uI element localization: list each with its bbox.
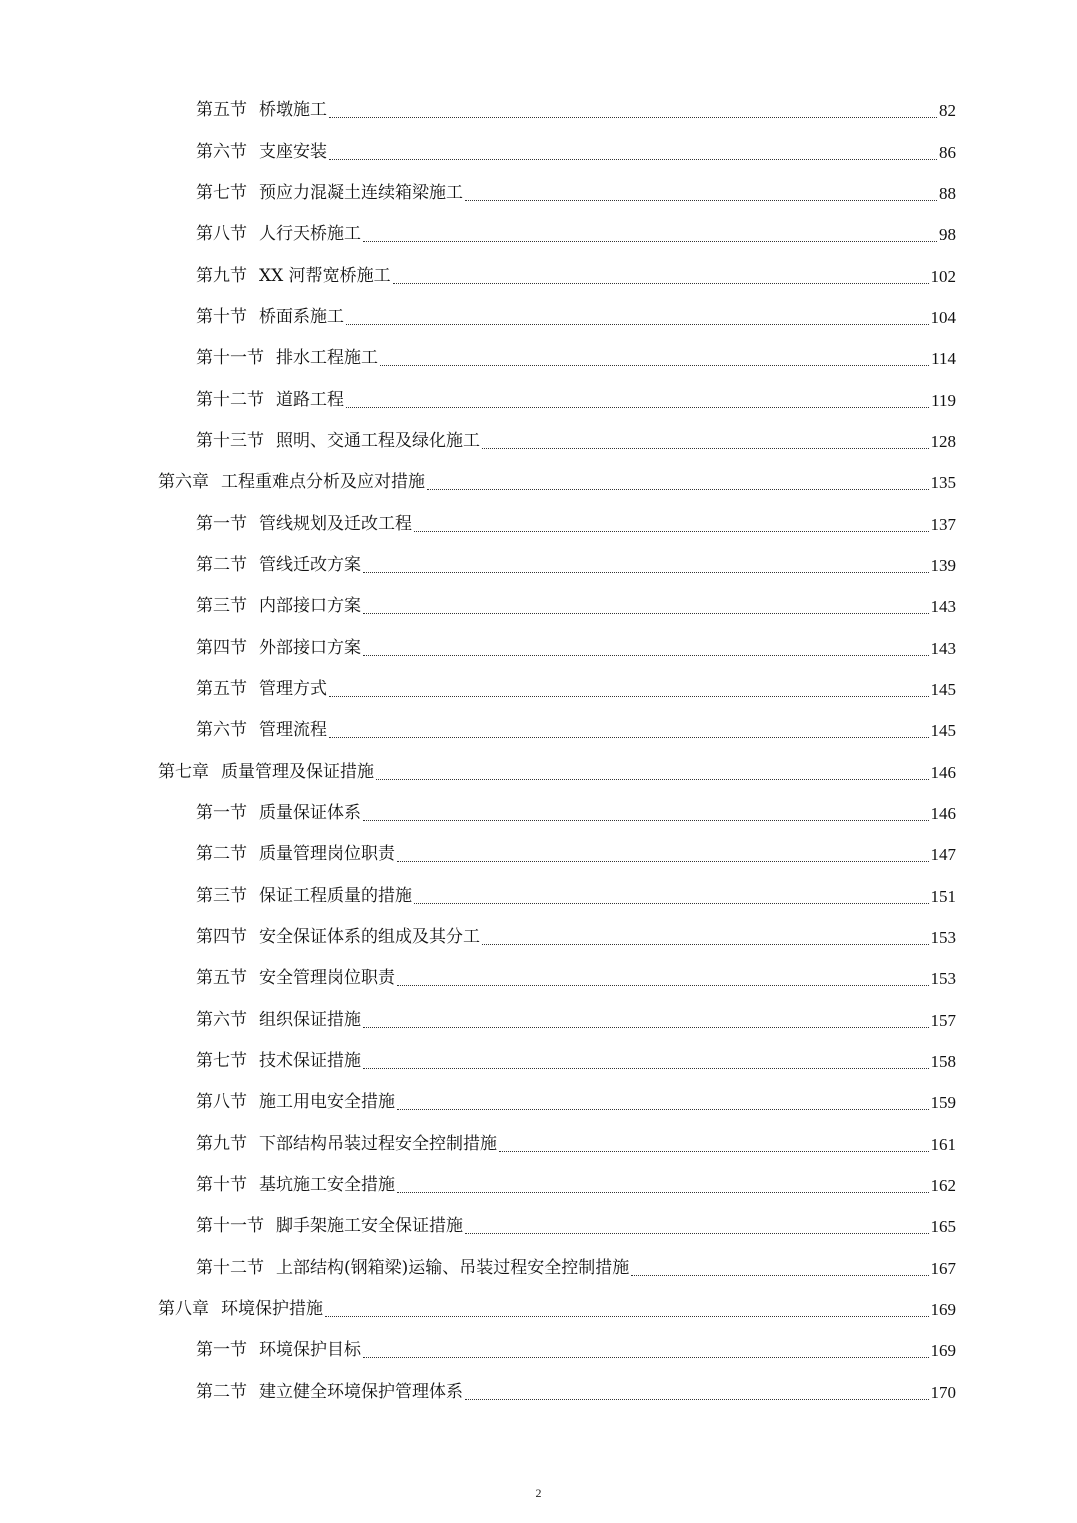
toc-entry-title: 建立健全环境保护管理体系 [259, 1381, 463, 1402]
toc-page-number: 170 [930, 1382, 956, 1402]
toc-section-row[interactable] [0, 545, 1077, 586]
toc-chapter-row[interactable] [0, 462, 1077, 503]
toc-section-row[interactable] [0, 710, 1077, 751]
toc-entry-title: 安全管理岗位职责 [259, 968, 395, 989]
toc-page-number: 146 [930, 762, 956, 782]
toc-entry-number: 第十三节 [196, 430, 264, 451]
toc-page-number: 104 [930, 307, 956, 327]
toc-dot-leader [329, 132, 937, 173]
toc-dot-leader [393, 256, 929, 297]
toc-dot-leader [397, 958, 929, 999]
toc-entry-title: 保证工程质量的措施 [259, 885, 412, 906]
toc-entry-number: 第八章 [158, 1299, 209, 1320]
toc-dot-leader [427, 462, 929, 503]
toc-entry-title: 内部接口方案 [259, 596, 361, 617]
toc-page-number: 165 [930, 1217, 956, 1237]
toc-dot-leader [363, 1330, 929, 1371]
toc-dot-leader [363, 793, 929, 834]
table-of-contents [0, 90, 1077, 1413]
toc-entry-number: 第三节 [196, 596, 247, 617]
toc-entry-title: 外部接口方案 [259, 637, 361, 658]
toc-entry-number: 第五节 [196, 968, 247, 989]
toc-section-row[interactable] [0, 1165, 1077, 1206]
toc-entry-number: 第一节 [196, 803, 247, 824]
toc-dot-leader [465, 173, 937, 214]
toc-page-number: 143 [930, 597, 956, 617]
toc-dot-leader [346, 380, 929, 421]
toc-section-row[interactable] [0, 1041, 1077, 1082]
toc-entry-number: 第十一节 [196, 348, 264, 369]
toc-section-row[interactable] [0, 586, 1077, 627]
toc-dot-leader [465, 1206, 929, 1247]
toc-section-row[interactable] [0, 834, 1077, 875]
toc-section-row[interactable] [0, 379, 1077, 420]
toc-section-row[interactable] [0, 1248, 1077, 1289]
toc-entry-number: 第七节 [196, 182, 247, 203]
toc-dot-leader [363, 1000, 929, 1041]
toc-section-row[interactable] [0, 338, 1077, 379]
toc-entry-title: 质量管理及保证措施 [221, 761, 374, 782]
toc-entry-number: 第五节 [196, 100, 247, 121]
toc-chapter-row[interactable] [0, 752, 1077, 793]
toc-section-row[interactable] [0, 793, 1077, 834]
toc-section-row[interactable] [0, 669, 1077, 710]
toc-dot-leader [363, 586, 929, 627]
toc-entry-number: 第一节 [196, 1340, 247, 1361]
toc-entry-title: 支座安装 [259, 141, 327, 162]
toc-section-row[interactable] [0, 1000, 1077, 1041]
toc-dot-leader [414, 504, 929, 545]
toc-entry-number: 第七节 [196, 1051, 247, 1072]
toc-entry-number: 第八节 [196, 1092, 247, 1113]
toc-entry-number: 第十节 [196, 1175, 247, 1196]
toc-page-number: 82 [939, 101, 956, 121]
toc-section-row[interactable] [0, 214, 1077, 255]
toc-entry-number: 第七章 [158, 761, 209, 782]
toc-section-row[interactable] [0, 1330, 1077, 1371]
toc-entry-title: 人行天桥施工 [259, 224, 361, 245]
toc-dot-leader [346, 297, 929, 338]
toc-page-number: 137 [930, 514, 956, 534]
toc-section-row[interactable] [0, 173, 1077, 214]
toc-page-number: 86 [939, 142, 956, 162]
toc-entry-number: 第二节 [196, 554, 247, 575]
toc-entry-title: 技术保证措施 [259, 1051, 361, 1072]
toc-entry-title: 环境保护目标 [259, 1340, 361, 1361]
toc-page-number: 119 [931, 390, 956, 410]
toc-entry-title: 组织保证措施 [259, 1009, 361, 1030]
toc-entry-title: 预应力混凝土连续箱梁施工 [259, 182, 463, 203]
toc-dot-leader [329, 90, 937, 131]
toc-section-row[interactable] [0, 131, 1077, 172]
toc-entry-number: 第十二节 [196, 1257, 264, 1278]
toc-entry-number: 第二节 [196, 1381, 247, 1402]
toc-dot-leader [414, 876, 929, 917]
toc-section-row[interactable] [0, 1206, 1077, 1247]
toc-entry-title: 施工用电安全措施 [259, 1092, 395, 1113]
toc-entry-title: 工程重难点分析及应对措施 [221, 472, 425, 493]
toc-dot-leader [397, 834, 929, 875]
toc-page-number: 145 [930, 679, 956, 699]
toc-dot-leader [397, 1082, 929, 1123]
toc-entry-number: 第十二节 [196, 389, 264, 410]
toc-page-number: 159 [930, 1093, 956, 1113]
toc-entry-number: 第六节 [196, 720, 247, 741]
toc-entry-number: 第九节 [196, 265, 247, 286]
toc-entry-number: 第十一节 [196, 1216, 264, 1237]
toc-section-row[interactable] [0, 958, 1077, 999]
toc-entry-title: 安全保证体系的组成及其分工 [259, 927, 480, 948]
toc-page-number: 88 [939, 183, 956, 203]
toc-dot-leader [397, 1165, 929, 1206]
toc-page-number: 147 [930, 845, 956, 865]
toc-dot-leader [482, 421, 929, 462]
toc-entry-title: 脚手架施工安全保证措施 [276, 1216, 463, 1237]
toc-page-number: 114 [931, 349, 956, 369]
toc-entry-title: 上部结构(钢箱梁)运输、吊装过程安全控制措施 [276, 1257, 630, 1278]
toc-page-number: 153 [930, 969, 956, 989]
toc-dot-leader [325, 1289, 929, 1330]
toc-page-number: 139 [930, 555, 956, 575]
toc-entry-number: 第六节 [196, 1009, 247, 1030]
toc-dot-leader [631, 1248, 928, 1289]
toc-entry-title: 基坑施工安全措施 [259, 1175, 395, 1196]
toc-chapter-row[interactable] [0, 1289, 1077, 1330]
toc-entry-title: 管线迁改方案 [259, 554, 361, 575]
toc-page-number: 158 [930, 1052, 956, 1072]
toc-dot-leader [363, 628, 929, 669]
toc-entry-title: 道路工程 [276, 389, 344, 410]
toc-page-number: 153 [930, 928, 956, 948]
toc-page-number: 162 [930, 1176, 956, 1196]
toc-page-number: 135 [930, 473, 956, 493]
toc-dot-leader [465, 1372, 929, 1413]
toc-dot-leader [329, 710, 929, 751]
toc-section-row[interactable] [0, 1124, 1077, 1165]
toc-entry-title: 下部结构吊装过程安全控制措施 [259, 1133, 497, 1154]
toc-entry-title: 管理流程 [259, 720, 327, 741]
toc-entry-title: 桥墩施工 [259, 100, 327, 121]
page-number: 2 [535, 1486, 542, 1500]
toc-page-number: 128 [930, 431, 956, 451]
toc-section-row[interactable] [0, 627, 1077, 668]
toc-entry-number: 第四节 [196, 927, 247, 948]
toc-page-number: 157 [930, 1010, 956, 1030]
toc-entry-number: 第九节 [196, 1133, 247, 1154]
toc-page-number: 169 [930, 1341, 956, 1361]
toc-entry-number: 第六章 [158, 472, 209, 493]
toc-page-number: 145 [930, 721, 956, 741]
toc-entry-number: 第五节 [196, 678, 247, 699]
toc-page-number: 98 [939, 225, 956, 245]
toc-entry-title: 环境保护措施 [221, 1299, 323, 1320]
toc-section-row[interactable] [0, 876, 1077, 917]
toc-section-row[interactable] [0, 1082, 1077, 1123]
toc-page-number: 169 [930, 1300, 956, 1320]
toc-page-number: 143 [930, 638, 956, 658]
toc-entry-number: 第三节 [196, 885, 247, 906]
toc-entry-number: 第六节 [196, 141, 247, 162]
toc-entry-title: 排水工程施工 [276, 348, 378, 369]
toc-page-number: 161 [930, 1134, 956, 1154]
toc-entry-title: 照明、交通工程及绿化施工 [276, 430, 480, 451]
toc-section-row[interactable] [0, 421, 1077, 462]
toc-dot-leader [329, 669, 929, 710]
toc-section-row[interactable] [0, 255, 1077, 296]
toc-section-row[interactable] [0, 297, 1077, 338]
toc-dot-leader [363, 214, 937, 255]
toc-dot-leader [363, 1041, 929, 1082]
toc-entry-title: 桥面系施工 [259, 306, 344, 327]
toc-entry-title: XX 河帮宽桥施工 [259, 265, 391, 286]
toc-entry-title: 质量保证体系 [259, 803, 361, 824]
toc-dot-leader [380, 338, 929, 379]
toc-dot-leader [499, 1124, 929, 1165]
toc-section-row[interactable] [0, 503, 1077, 544]
toc-page-number: 102 [930, 266, 956, 286]
toc-page-number: 151 [930, 886, 956, 906]
toc-dot-leader [363, 545, 929, 586]
toc-section-row[interactable] [0, 90, 1077, 131]
toc-entry-number: 第八节 [196, 224, 247, 245]
toc-entry-title: 管理方式 [259, 678, 327, 699]
toc-section-row[interactable] [0, 1372, 1077, 1413]
toc-entry-title: 管线规划及迁改工程 [259, 513, 412, 534]
toc-entry-number: 第十节 [196, 306, 247, 327]
toc-section-row[interactable] [0, 917, 1077, 958]
toc-entry-number: 第四节 [196, 637, 247, 658]
toc-entry-number: 第一节 [196, 513, 247, 534]
toc-page-number: 167 [930, 1258, 956, 1278]
toc-dot-leader [482, 917, 929, 958]
toc-page-number: 146 [930, 804, 956, 824]
toc-dot-leader [376, 752, 929, 793]
toc-entry-number: 第二节 [196, 844, 247, 865]
toc-entry-title: 质量管理岗位职责 [259, 844, 395, 865]
